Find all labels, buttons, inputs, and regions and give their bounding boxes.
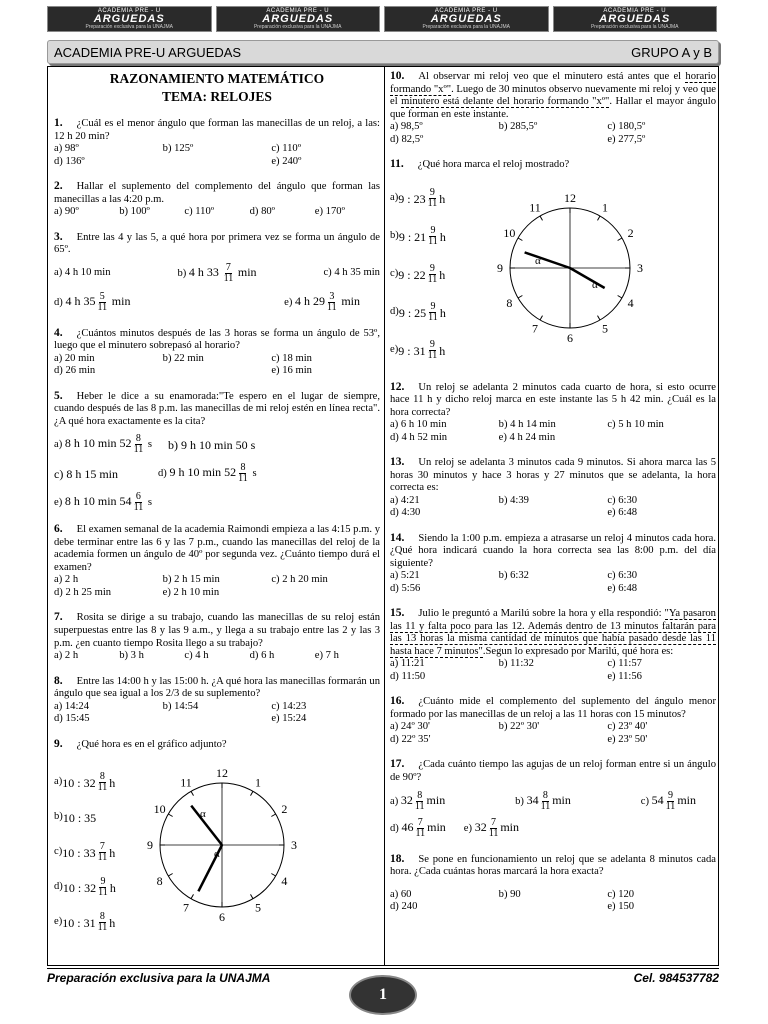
option: a) 20 min [54,352,95,364]
clock-number: 5 [602,321,608,336]
clock-number: 11 [180,775,192,790]
option: e) 15:24 [271,713,307,725]
option: b) 11:32 [498,658,534,670]
banner-big: ARGUEDAS [93,13,165,25]
option: e) 9 : 31 $\frac{9}{11}$ h [390,339,446,362]
option: d) 2 h 25 min [54,586,112,598]
option: e) 6:48 [607,507,638,519]
clock-number: 6 [219,910,225,925]
clock-tick [518,238,522,241]
question-3 [54,231,380,313]
question-number: 18. [390,852,405,865]
option: c) 4 h [184,650,209,662]
question-number: 11. [390,158,404,171]
option: b) 6:32 [498,570,529,582]
banner-small: ACADEMIA PRE - U [266,8,330,14]
option: a) 9 : 23 $\frac{9}{11}$ h [390,187,446,210]
option: c) 14:23 [271,700,307,712]
option: c) 110º [184,206,215,218]
question-11 [390,158,716,369]
question-text: ¿Cuánto mide el complemento del suplemento del ángulo menor formado por las manecillas de un reloj a las 11 horas con 15 minutos? [390,696,716,720]
option: c) 11:57 [607,658,642,670]
right-column [390,70,716,914]
title-line-2: TEMA: RELOJES [162,88,272,104]
option: d) 46 $\frac{7}{11}$ min [390,816,446,839]
option: d) 15:45 [54,713,90,725]
option: d) 4 h 52 min [390,431,448,443]
option: c) 54 $\frac{9}{11}$ min [640,789,696,812]
clock-tick [598,315,601,319]
question-number: 1. [54,117,63,130]
banner-tag: Preparación exclusiva para la UNAJMA [85,24,174,30]
question-number: 17. [390,758,405,771]
clock-number: 2 [627,225,634,240]
question-text: Entre las 4 y las 5, a qué hora por primera vez se forma un ángulo de 65º. [54,231,380,256]
option: c) 9 : 22 $\frac{9}{11}$ h [390,263,446,286]
banner-tag: Preparación exclusiva para la UNAJMA [590,24,679,30]
banner-tag: Preparación exclusiva para la UNAJMA [253,24,342,30]
option: d) 26 min [54,365,96,377]
question-text: Un reloj se adelanta 2 minutos cada cuarto de hora, si esto ocurre hace 11 h y dicho reloj marca en este instante las 5 h 42 min. ¿Cuál es la hora correcta? [390,381,716,418]
question-text: ¿Cuántos minutos después de las 3 horas se forma un ángulo de 53º, luego que el minutero sobrepasó al horario? [54,327,380,352]
banner-logo [47,6,212,32]
question-5 [54,390,380,514]
question-text: Entre las 14:00 h y las 15:00 h. ¿A qué hora las manecillas formarán un ángulo que sea igual a los 2/3 de su suplemento? [54,675,380,700]
clock-tick [618,295,622,298]
question-text: Julio le preguntó a Marilú sobre la hora y ella respondió: [418,608,665,620]
option: e) 240º [271,155,302,167]
option: e) 277,5º [607,133,646,145]
option: b) 3 h [119,650,144,662]
option: a) 10 : 32 $\frac{8}{11}$ h [54,771,116,794]
option: e) 6:48 [607,582,638,594]
question-text: Rosita se dirige a su trabajo, cuando las manecillas de su reloj están superpuestas entre las 8 y las 9 a.m., y llega a su trabajo entre las 2 y las 3 p.m. ¿en cuanto tiempo Rosita llego a su trabajo? [54,612,380,649]
column-divider [384,66,385,966]
option: d) 136º [54,155,85,167]
option: a) 8 h 10 min 52 $\frac{8}{11}$ s [54,433,152,456]
option: c) 18 min [271,352,312,364]
question-15 [390,607,716,683]
clock-tick [518,295,522,298]
option: a) 90º [54,206,79,218]
option: a) 11:21 [390,658,425,670]
option: a) 4:21 [390,494,420,506]
clock-number: 4 [627,295,634,310]
clock-number: 3 [637,260,643,275]
header-left: ACADEMIA PRE-U ARGUEDAS [54,44,242,60]
option: b) 285,5º [498,121,538,133]
question-text: . Hallar el mayor ángulo que forman en este instante. [390,96,716,120]
question-2 [54,180,380,219]
question-number: 14. [390,531,405,544]
question-text: ¿Qué hora marca el reloj mostrado? [417,159,570,171]
option: e) 4 h 29 $\frac{3}{11}$ min [284,290,360,313]
option: b) 100º [119,206,150,218]
clock-number: 2 [281,802,288,817]
clock-tick [168,874,172,877]
angle-alpha-label: α [200,808,206,821]
clock-tick [271,874,275,877]
banner-logo [384,6,549,32]
banner-tag: Preparación exclusiva para la UNAJMA [422,24,511,30]
question-number: 12. [390,380,405,393]
option: c) 10 : 33 $\frac{7}{11}$ h [54,841,116,864]
option: a) 32 $\frac{8}{11}$ min [390,789,446,812]
footer-left: Preparación exclusiva para la UNAJMA [47,971,271,985]
clock-number: 9 [147,838,153,853]
option: e) 23º 50' [607,733,648,745]
header-right: GRUPO A y B [631,44,712,60]
option: b) 4 h 33 $\frac{7}{11}$ min [177,261,257,284]
option: c) 5 h 10 min [607,419,664,431]
question-text: minutero está delante del horario formando "xº" [401,96,610,108]
clock-tick [540,216,543,220]
clock-diagram-9 [147,753,322,938]
question-text: ¿Cada cuánto tiempo las agujas de un reloj forman entre si un ángulo de 90º? [390,759,716,783]
question-18 [390,853,716,914]
option: b) 10 : 35 [54,810,97,825]
option: a) 98,5º [390,121,423,133]
banner-big: ARGUEDAS [430,13,502,25]
question-text: Un reloj se adelanta 3 minutos cada 9 minutos. Si ahora marca las 5 horas 30 minutos y hace 3 horas y 27 minutos que se adelanta, la hora correcta es: [390,457,716,494]
question-text: Siendo la 1:00 p.m. empieza a atrasarse un reloj 4 minutos cada hora. ¿Qué hora indicará cuando la hora correcta sea las 8:00 p.m. del día siguiente? [390,532,716,569]
option: d) 5:56 [390,582,421,594]
angle-alpha-label: α [535,254,541,267]
clock-number: 12 [564,190,576,205]
clock-number: 9 [497,260,503,275]
question-text: Se pone en funcionamiento un reloj que se adelanta 8 minutos cada hora. ¿Cada cuántas horas marcará la hora exacta? [390,853,716,878]
banner-small: ACADEMIA PRE - U [603,8,667,14]
option: e) 16 min [271,365,312,377]
option: b) 9 : 21 $\frac{9}{11}$ h [390,225,446,248]
angle-alpha-label: α [214,848,220,861]
option: e) 11:56 [607,670,642,682]
option: a) 98º [54,143,79,155]
banner-big: ARGUEDAS [262,13,334,25]
option: c) 120 [607,888,635,900]
option: c) 180,5º [607,121,646,133]
question-17 [390,758,716,838]
banner-small: ACADEMIA PRE - U [434,8,498,14]
option: e) 32 $\frac{7}{11}$ min [463,816,519,839]
footer-right: Cel. 984537782 [633,971,719,985]
clock-number: 10 [153,802,166,817]
option: b) 22 min [162,352,204,364]
question-16 [390,695,716,746]
clock-tick [598,216,601,220]
clock-tick [251,895,254,899]
option: b) 4:39 [498,494,529,506]
clock-number: 10 [503,225,516,240]
question-13 [390,456,716,520]
option: d) 240 [390,901,418,913]
option: e) 7 h [314,650,339,662]
question-text: . Luego de 30 minutos observo nuevamente mi reloj y veo que el [390,83,716,108]
clock-diagram-11 [495,190,665,345]
banner-big: ARGUEDAS [599,13,671,25]
option: a) 2 h [54,574,79,586]
question-text: .Segun lo expresado por Marilú, qué hora es: [482,645,674,657]
option: e) 8 h 10 min 54 $\frac{6}{11}$ s [54,491,152,514]
clock-tick [251,791,254,795]
question-text: Al observar mi reloj veo que el minutero está antes que el [418,71,686,82]
option: a) 14:24 [54,700,90,712]
clock-tick [191,791,194,795]
banner-strip [47,6,717,32]
question-number: 8. [54,674,63,687]
option: a) 2 h [54,650,79,662]
option: c) 8 h 15 min [54,466,118,481]
clock-number: 6 [567,330,573,345]
option: d) 82,5º [390,133,424,145]
title-line-1: RAZONAMIENTO MATEMÁTICO [109,71,325,86]
clock-tick [271,814,275,817]
question-number: 16. [390,695,405,708]
clock-number: 5 [255,900,261,915]
option: e) 4 h 24 min [498,431,556,443]
banner-small: ACADEMIA PRE - U [97,8,161,14]
question-1 [54,117,380,168]
question-number: 2. [54,180,63,193]
option: e) 150 [607,901,635,913]
question-4 [54,327,380,378]
option: c) 2 h 20 min [271,574,328,586]
option: c) 6:30 [607,494,638,506]
clock-tick [191,895,194,899]
option: a) 5:21 [390,570,420,582]
option: d) 4 h 35 $\frac{5}{11}$ min [54,290,131,313]
option: e) 10 : 31 $\frac{8}{11}$ h [54,911,116,934]
clock-hand [570,268,605,288]
option: d) 11:50 [390,670,426,682]
option: c) 6:30 [607,570,638,582]
question-10 [390,70,716,146]
clock-number: 8 [506,295,513,310]
banner-logo [553,6,718,32]
option: b) 125º [162,143,194,155]
angle-alpha-label: α [592,278,598,291]
clock-number: 1 [602,200,608,215]
clock-number: 8 [156,874,163,889]
question-number: 5. [54,389,63,402]
question-text: ¿Qué hora es en el gráfico adjunto? [76,738,227,750]
question-number: 13. [390,456,405,469]
page-title [54,70,380,105]
clock-number: 7 [183,900,189,915]
clock-number: 4 [281,874,288,889]
header-bar [47,40,719,64]
option: d) 9 h 10 min 52 $\frac{8}{11}$ s [158,462,257,485]
clock-tick [168,814,172,817]
question-text: ¿Cuál es el menor ángulo que forman las manecillas de un reloj, a las: 12 h 20 min? [54,118,380,142]
option: a) 6 h 10 min [390,419,447,431]
option: b) 22º 30' [498,721,540,733]
option: b) 90 [498,888,521,900]
question-number: 6. [54,523,63,536]
option: a) 4 h 10 min [54,267,111,279]
clock-number: 7 [532,321,538,336]
option: b) 2 h 15 min [162,574,220,586]
question-9 [54,738,380,941]
question-number: 3. [54,230,63,243]
option: d) 4:30 [390,507,421,519]
option: b) 4 h 14 min [498,419,556,431]
question-12 [390,381,716,445]
clock-tick [618,238,622,241]
clock-hand [191,806,222,845]
clock-number: 1 [255,775,261,790]
question-14 [390,532,716,596]
question-text: horario formando "xº" [390,71,716,95]
option: d) 80º [249,206,275,218]
option: c) 4 h 35 min [323,267,380,279]
q11-options [390,180,446,370]
clock-tick [540,315,543,319]
question-text: El examen semanal de la academia Raimondi empieza a las 4:15 p.m. y debe terminar entre las 6 y las 7 p.m., cuando las manecillas del reloj de la academia formen un ángulo de 40º por segunda vez. ¿Cuánto tiempo durá el examen? [54,524,380,573]
question-text: Hallar el suplemento del complemento del ángulo que forman las manecillas a las 4:20 p.m. [54,181,380,205]
clock-number: 11 [529,200,541,215]
option: e) 170º [314,206,345,218]
question-6 [54,523,380,599]
q9-options [54,765,116,940]
question-8 [54,675,380,726]
option: d) 9 : 25 $\frac{9}{11}$ h [390,301,446,324]
question-number: 4. [54,326,63,339]
option: d) 6 h [249,650,275,662]
option: b) 9 h 10 min 50 s [167,437,256,452]
question-number: 15. [390,607,405,620]
question-7 [54,611,380,662]
question-number: 10. [390,70,405,82]
option: e) 2 h 10 min [162,586,220,598]
clock-hand [525,252,570,268]
left-column [54,70,380,940]
option: c) 23º 40' [607,721,648,733]
clock-number: 3 [291,838,297,853]
banner-logo [216,6,381,32]
question-number: 9. [54,737,63,750]
question-number: 7. [54,611,63,624]
option: d) 10 : 32 $\frac{9}{11}$ h [54,876,116,899]
option: b) 14:54 [162,700,199,712]
clock-number: 12 [216,766,228,781]
option: c) 110º [271,143,301,155]
option: b) 34 $\frac{8}{11}$ min [515,789,571,812]
question-text: Heber le dice a su enamorada:"Te espero en el lugar de siempre, cuando después de las 8 p.m. las manecillas de mi reloj estén en línea recta". ¿A qué hora exactamente es la cita? [54,390,380,427]
page-number-badge: 1 [349,975,417,1015]
option: a) 60 [390,888,412,900]
option: a) 24º 30' [390,721,430,733]
question-text: "Ya pasaron las 11 y falta poco para las 12. Además dentro de 13 minutos faltarán para las 13 horas la misma cantidad de minutos que había pasado desde las 11 hasta hace 7 minutos" [390,608,716,657]
option: d) 22º 35' [390,733,431,745]
